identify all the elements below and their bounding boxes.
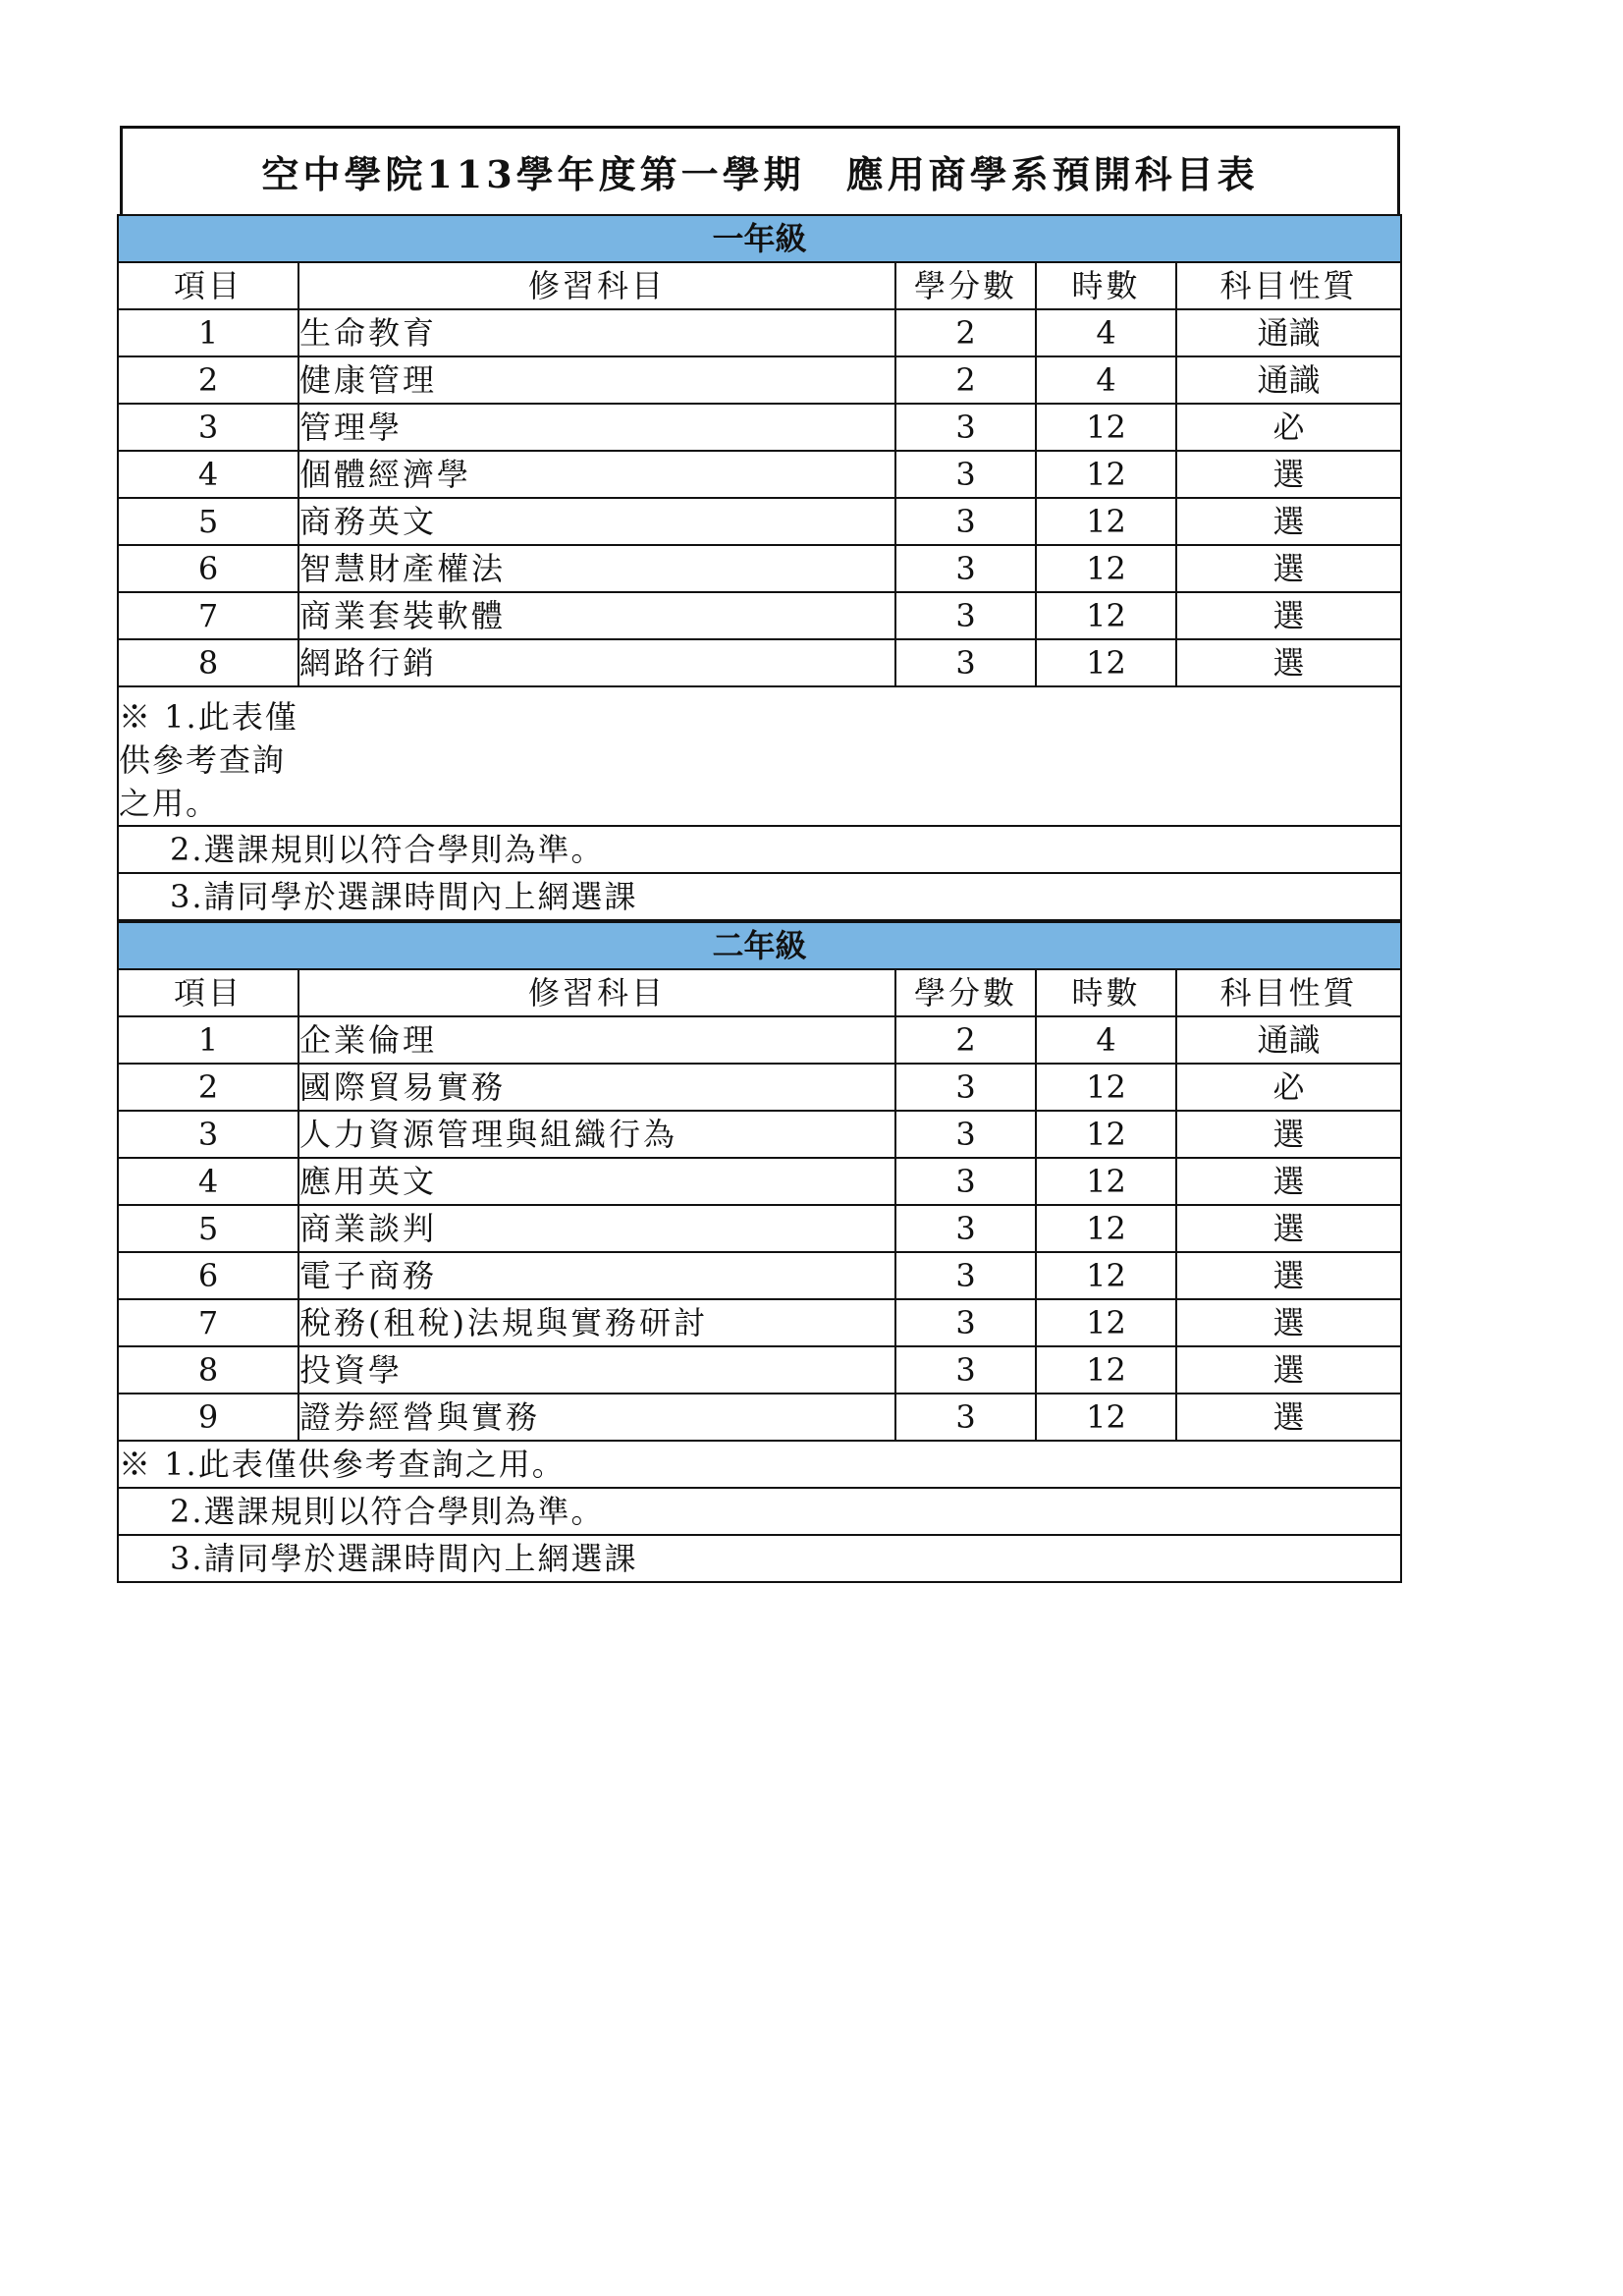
credits-value: 3 [895,451,1036,498]
credits-value: 3 [895,1394,1036,1441]
table-row [118,1394,1401,1441]
table-row [118,1111,1401,1158]
hours-value: 12 [1036,592,1176,639]
hours-value: 4 [1036,1016,1176,1064]
note-text-wrapped: ※ 1.此表僅供參考查詢之用。 [119,698,298,822]
item-number: 3 [118,1111,298,1158]
item-number: 1 [118,309,298,356]
header-nature: 科目性質 [1176,262,1401,309]
credits-value: 2 [895,309,1036,356]
table-row [118,451,1401,498]
subject-nature: 選 [1176,1346,1401,1394]
subject-name: 稅務(租稅)法規與實務研討 [298,1299,895,1346]
table-row [118,1016,1401,1064]
note-text [118,686,1401,826]
subject-name: 商務英文 [298,498,895,545]
item-number: 6 [118,1252,298,1299]
hours-value: 12 [1036,1111,1176,1158]
item-number: 7 [118,1299,298,1346]
item-number: 7 [118,592,298,639]
hours-value: 12 [1036,1346,1176,1394]
subject-nature: 通識 [1176,309,1401,356]
header-credits: 學分數 [895,262,1036,309]
note-row [118,686,1401,826]
hours-value: 12 [1036,451,1176,498]
course-list-sheet [117,126,1400,1583]
note-text: ※ 1.此表僅供參考查詢之用。 [118,1441,1401,1488]
credits-value: 3 [895,1205,1036,1252]
table-row [118,639,1401,686]
subject-nature: 選 [1176,1299,1401,1346]
subject-name: 商業套裝軟體 [298,592,895,639]
subject-name: 個體經濟學 [298,451,895,498]
hours-value: 12 [1036,404,1176,451]
credits-value: 3 [895,592,1036,639]
hours-value: 12 [1036,1064,1176,1111]
credits-value: 3 [895,1158,1036,1205]
table-row [118,545,1401,592]
note-text: 2.選課規則以符合學則為準。 [118,1488,1401,1535]
item-number: 8 [118,639,298,686]
title-box [120,126,1400,214]
page-title: 空中學院113學年度第一學期 應用商學系預開科目表 [261,152,1259,196]
subject-nature: 通識 [1176,1016,1401,1064]
credits-value: 2 [895,356,1036,404]
subject-name: 商業談判 [298,1205,895,1252]
item-number: 2 [118,356,298,404]
hours-value: 4 [1036,356,1176,404]
item-number: 2 [118,1064,298,1111]
subject-name: 管理學 [298,404,895,451]
grade1-band-row [118,215,1401,262]
subject-name: 國際貿易實務 [298,1064,895,1111]
table-row [118,1252,1401,1299]
header-subject: 修習科目 [298,969,895,1016]
table-row [118,1064,1401,1111]
subject-nature: 選 [1176,451,1401,498]
hours-value: 12 [1036,498,1176,545]
subject-nature: 選 [1176,639,1401,686]
table-row [118,498,1401,545]
item-number: 8 [118,1346,298,1394]
subject-name: 電子商務 [298,1252,895,1299]
item-number: 5 [118,498,298,545]
grade-label: 二年級 [118,922,1401,969]
hours-value: 12 [1036,545,1176,592]
table-row [118,309,1401,356]
subject-name: 生命教育 [298,309,895,356]
item-number: 4 [118,451,298,498]
note-row [118,1488,1401,1535]
table-row [118,1158,1401,1205]
credits-value: 3 [895,1064,1036,1111]
subject-name: 智慧財產權法 [298,545,895,592]
note-text: 3.請同學於選課時間內上網選課 [118,873,1401,920]
item-number: 4 [118,1158,298,1205]
table-row [118,1299,1401,1346]
subject-nature: 選 [1176,1394,1401,1441]
grade1-table [117,214,1402,921]
note-row [118,1535,1401,1582]
header-item: 項目 [118,262,298,309]
subject-name: 證券經營與實務 [298,1394,895,1441]
subject-nature: 選 [1176,592,1401,639]
note-text: 2.選課規則以符合學則為準。 [118,826,1401,873]
item-number: 9 [118,1394,298,1441]
subject-nature: 選 [1176,1111,1401,1158]
subject-nature: 選 [1176,1252,1401,1299]
table-row [118,404,1401,451]
note-row [118,873,1401,920]
grade-label: 一年級 [118,215,1401,262]
hours-value: 12 [1036,639,1176,686]
credits-value: 2 [895,1016,1036,1064]
note-row [118,826,1401,873]
item-number: 3 [118,404,298,451]
header-nature: 科目性質 [1176,969,1401,1016]
header-subject: 修習科目 [298,262,895,309]
subject-name: 應用英文 [298,1158,895,1205]
item-number: 6 [118,545,298,592]
grade2-band-row [118,922,1401,969]
subject-name: 健康管理 [298,356,895,404]
subject-nature: 選 [1176,498,1401,545]
subject-name: 人力資源管理與組織行為 [298,1111,895,1158]
credits-value: 3 [895,498,1036,545]
header-row [118,969,1401,1016]
grade2-table [117,921,1402,1583]
credits-value: 3 [895,1299,1036,1346]
note-row [118,1441,1401,1488]
hours-value: 12 [1036,1394,1176,1441]
header-row [118,262,1401,309]
header-credits: 學分數 [895,969,1036,1016]
credits-value: 3 [895,545,1036,592]
hours-value: 4 [1036,309,1176,356]
subject-nature: 通識 [1176,356,1401,404]
table-row [118,1346,1401,1394]
subject-nature: 選 [1176,1158,1401,1205]
table-row [118,1205,1401,1252]
hours-value: 12 [1036,1205,1176,1252]
table-row [118,356,1401,404]
header-hours: 時數 [1036,262,1176,309]
subject-name: 企業倫理 [298,1016,895,1064]
credits-value: 3 [895,404,1036,451]
note-text: 3.請同學於選課時間內上網選課 [118,1535,1401,1582]
table-row [118,592,1401,639]
subject-nature: 必 [1176,1064,1401,1111]
subject-nature: 必 [1176,404,1401,451]
hours-value: 12 [1036,1299,1176,1346]
item-number: 1 [118,1016,298,1064]
subject-nature: 選 [1176,1205,1401,1252]
credits-value: 3 [895,639,1036,686]
hours-value: 12 [1036,1158,1176,1205]
credits-value: 3 [895,1252,1036,1299]
hours-value: 12 [1036,1252,1176,1299]
subject-name: 投資學 [298,1346,895,1394]
credits-value: 3 [895,1346,1036,1394]
item-number: 5 [118,1205,298,1252]
subject-name: 網路行銷 [298,639,895,686]
header-item: 項目 [118,969,298,1016]
credits-value: 3 [895,1111,1036,1158]
header-hours: 時數 [1036,969,1176,1016]
subject-nature: 選 [1176,545,1401,592]
